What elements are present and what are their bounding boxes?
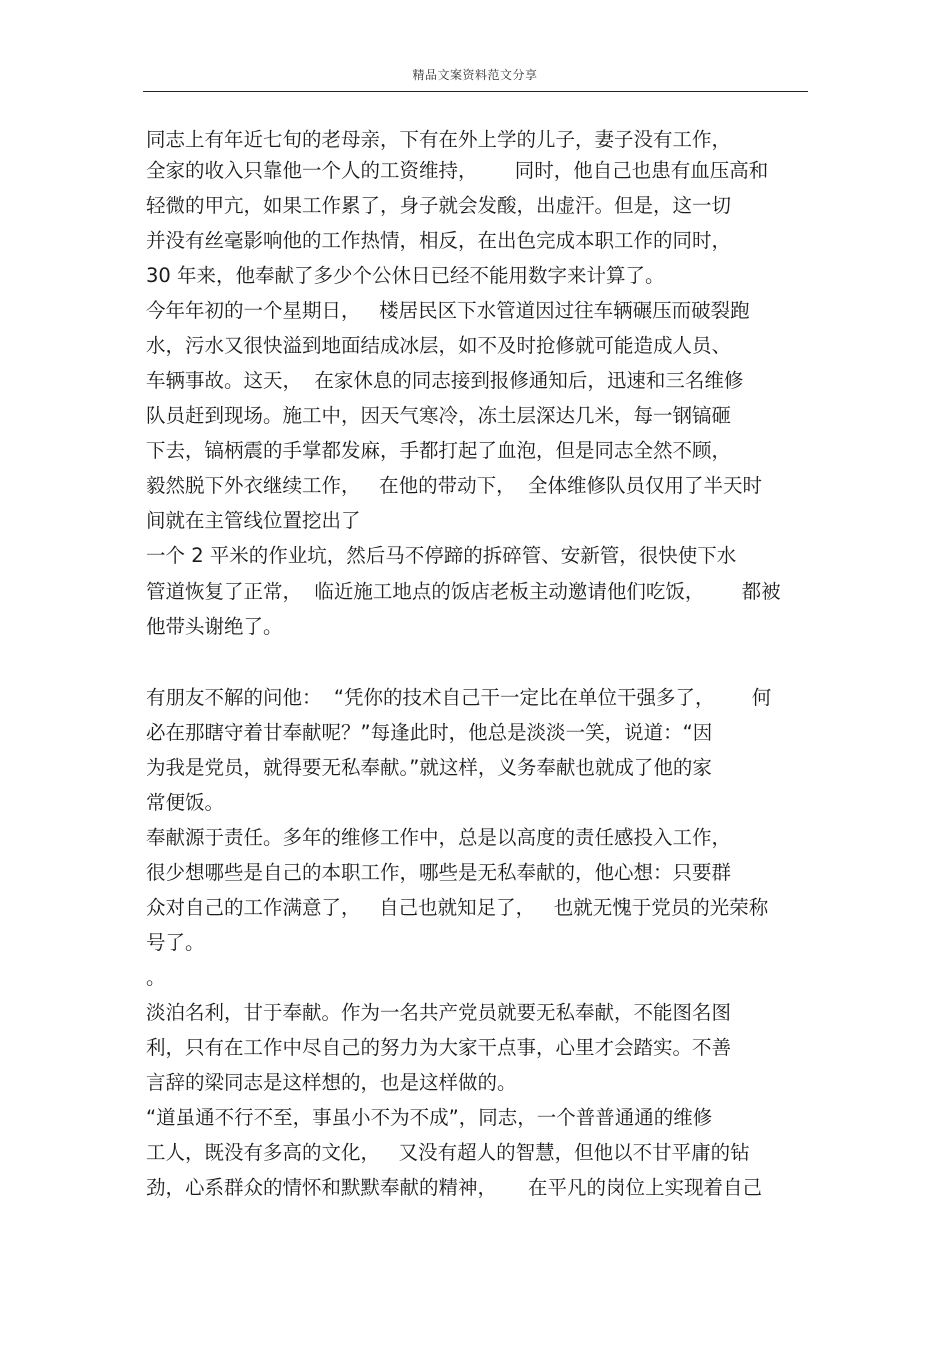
text-line: 。 — [146, 966, 166, 989]
text-line: 淡泊名利，甘于奉献。作为一名共产党员就要无私奉献，不能图名图 — [146, 1001, 732, 1024]
text-line: 劲，心系群众的情怀和默默奉献的精神， 在平凡的岗位上实现着自己 — [146, 1176, 762, 1199]
text-line: 奉献源于责任。多年的维修工作中，总是以高度的责任感投入工作， — [146, 826, 732, 849]
text-line: 为我是党员，就得要无私奉献。”就这样，义务奉献也就成了他的家 — [146, 756, 712, 779]
text-line: 全家的收入只靠他一个人的工资维持， 同时，他自己也患有血压高和 — [146, 159, 769, 182]
text-line: 并没有丝毫影响他的工作热情，相反，在出色完成本职工作的同时， — [146, 229, 732, 252]
text-line: 车辆事故。这天， 在家休息的同志接到报修通知后，迅速和三名维修 — [146, 369, 744, 392]
text-line: 有朋友不解的问他： “凭你的技术自己干一定比在单位干强多了， 何 — [146, 686, 772, 709]
text-line: 30 年来，他奉献了多少个公休日已经不能用数字来计算了。 — [146, 264, 665, 287]
text-line: 很少想哪些是自己的本职工作，哪些是无私奉献的，他心想：只要群 — [146, 861, 732, 884]
text-line: 号了。 — [146, 931, 205, 954]
text-line: 间就在主管线位置挖出了 — [146, 509, 361, 532]
text-line: 工人，既没有多高的文化， 又没有超人的智慧，但他以不甘平庸的钻 — [146, 1141, 750, 1164]
text-line: 言辞的梁同志是这样想的，也是这样做的。 — [146, 1071, 517, 1094]
text-line: 下去，镐柄震的手掌都发麻，手都打起了血泡，但是同志全然不顾， — [146, 439, 732, 462]
text-line: 他带头谢绝了。 — [146, 615, 283, 638]
text-line: 利，只有在工作中尽自己的努力为大家干点事，心里才会踏实。不善 — [146, 1036, 732, 1059]
text-line: 必在那瞎守着甘奉献呢？”每逢此时，他总是淡淡一笑，说道：“因 — [146, 721, 713, 744]
text-line: 轻微的甲亢，如果工作累了，身子就会发酸，出虚汗。但是，这一切 — [146, 194, 732, 217]
text-line: 水，污水又很快溢到地面结成冰层，如不及时抢修就可能造成人员、 — [146, 334, 732, 357]
page-header-title: 精品文案资料范文分享 — [412, 68, 538, 82]
text-line: 毅然脱下外衣继续工作， 在他的带动下， 全体维修队员仅用了半天时 — [146, 474, 762, 497]
text-line: 常便饭。 — [146, 791, 225, 814]
text-line: 一个 2 平米的作业坑，然后马不停蹄的拆碎管、安新管，很快使下水 — [146, 544, 737, 567]
text-line: 队员赶到现场。施工中，因天气寒冷，冻土层深达几米，每一钢镐砸 — [146, 404, 732, 427]
text-line: 同志上有年近七旬的老母亲，下有在外上学的儿子，妻子没有工作， — [146, 128, 732, 151]
text-line: 今年年初的一个星期日， 楼居民区下水管道因过往车辆碾压而破裂跑 — [146, 299, 750, 322]
text-line: 众对自己的工作满意了， 自己也就知足了， 也就无愧于党员的光荣称 — [146, 896, 769, 919]
text-line: 管道恢复了正常， 临近施工地点的饭店老板主动邀请他们吃饭， 都被 — [146, 580, 781, 603]
text-line: “道虽通不行不至，事虽小不为不成”，同志，一个普普通通的维修 — [146, 1106, 713, 1129]
header-divider — [143, 91, 808, 92]
